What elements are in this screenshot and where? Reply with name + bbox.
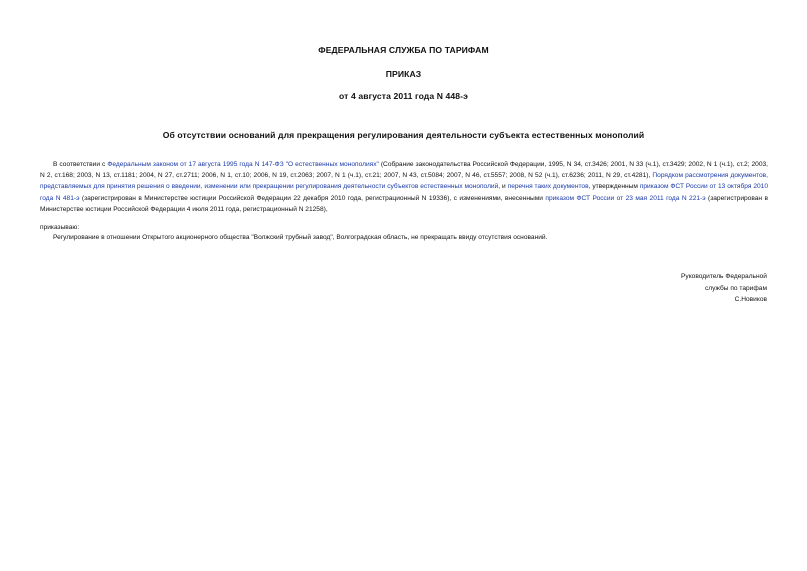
- preamble-text-1: В соответствии с: [53, 161, 108, 168]
- signature-block: [681, 271, 767, 306]
- document-title: Об отсутствии оснований для прекращения регулирования деятельности субъекта естественных монополий: [162, 130, 645, 140]
- document-type: ПРИКАЗ: [385, 69, 422, 79]
- order-word: приказываю:: [40, 224, 80, 231]
- decision-paragraph: Регулирование в отношении Открытого акционерного общества "Волжский трубный завод", Волгоградская область, не прекращать ввиду отсутствия оснований.: [53, 234, 548, 241]
- preamble-paragraph: [40, 159, 768, 215]
- agency-name: ФЕДЕРАЛЬНАЯ СЛУЖБА ПО ТАРИФАМ: [318, 45, 489, 55]
- preamble-text-2: (Собрание законодательства Российской Федерации, 1995, N 34, ст.3426; 2001, N 33 (ч.1), ст.3429; 2002, N 1 (ч.1), ст.2; 2003, N 2, ст.168; 2003, N 13, ст.1181; 2004, N 27, ст.2711; 2006, N 1, ст.10; 2006, N 19, ст.2063; 2007, N 1 (ч.1), ст.21; 2007, N 43, ст.5084; 2007, N 46, ст.5557; 2008, N 52 (ч.1), ст.6236; 2011, N 29, ст.4281),: [40, 161, 768, 180]
- signature-name: С.Новиков: [734, 296, 767, 304]
- law-link[interactable]: Федеральным законом от 17 августа 1995 года N 147-ФЗ "О естественных монополиях": [107, 161, 379, 168]
- preamble-text-3: , и: [498, 183, 508, 191]
- order-2011-link[interactable]: приказом ФСТ России от 23 мая 2011 года N 221-э: [545, 194, 706, 202]
- order-2010-link[interactable]: приказом ФСТ России от 13 октября 2010 года N 481-э: [40, 183, 768, 202]
- signature-position-line-1: Руководитель Федеральной: [681, 273, 767, 280]
- preamble-text-4: , утвержденным: [588, 183, 640, 191]
- procedure-link[interactable]: Порядком рассмотрения документов, представляемых для принятия решения о введении, изменении или прекращении регулирования деятельности субъектов естественных монополий: [40, 172, 768, 191]
- preamble-text-5: (зарегистрирован в Министерстве юстиции Российской Федерации 22 декабря 2010 года, регистрационный N 19336), с изменениями, внесенными: [79, 194, 546, 202]
- document-date-number: от 4 августа 2011 года N 448-э: [339, 91, 468, 101]
- signature-position-line-2: службы по тарифам: [704, 284, 767, 292]
- preamble-text-6: (зарегистрирован в Министерстве юстиции Российской Федерации 4 июля 2011 года, регистрационный N 21258),: [40, 194, 768, 213]
- documents-list-link[interactable]: перечня таких документов: [507, 183, 589, 191]
